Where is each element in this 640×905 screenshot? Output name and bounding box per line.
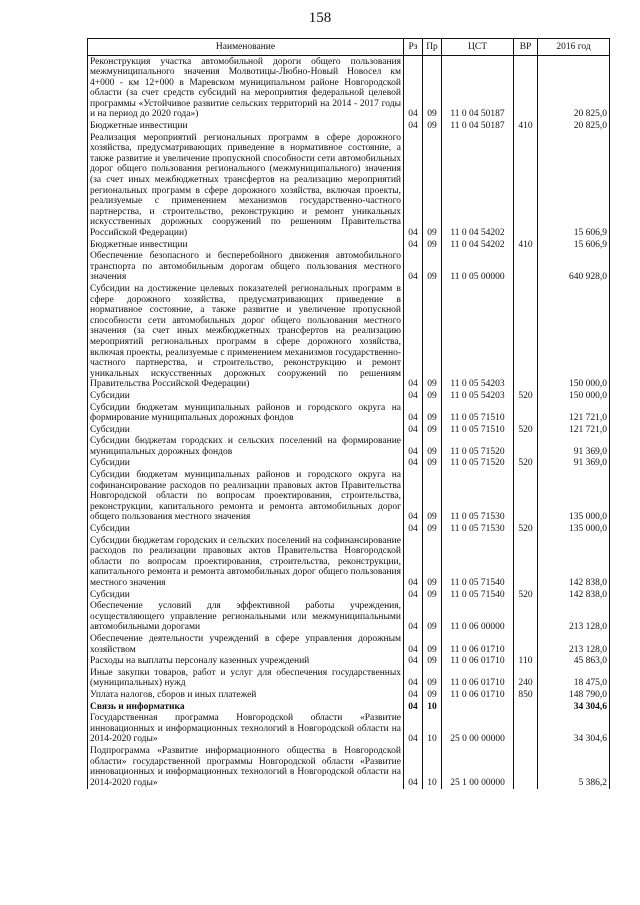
table-row — [88, 701, 610, 713]
row-rz: 04 — [404, 589, 423, 601]
row-cst: 11 0 04 50187 — [442, 56, 514, 121]
table-row — [88, 656, 610, 668]
row-vr — [514, 701, 538, 713]
row-vr — [514, 535, 538, 589]
row-amount: 142 838,0 — [538, 535, 610, 589]
row-vr — [514, 56, 538, 121]
row-name: Субсидии — [88, 524, 404, 536]
row-vr — [514, 745, 538, 788]
row-cst: 25 1 00 00000 — [442, 745, 514, 788]
row-name: Подпрограмма «Развитие информационного общества в Новгородской области» государственной программы Новгородской области «Развитие инновационных и информационных технологий в Новгородской области на 2014-2020 годы» — [88, 745, 404, 788]
row-name: Субсидии — [88, 458, 404, 470]
row-vr: 240 — [514, 667, 538, 689]
row-cst: 11 0 04 50187 — [442, 121, 514, 133]
row-cst: 11 0 05 71520 — [442, 458, 514, 470]
row-pr: 09 — [423, 458, 442, 470]
row-cst — [442, 701, 514, 713]
row-amount: 213 128,0 — [538, 601, 610, 634]
row-amount: 34 304,6 — [538, 701, 610, 713]
row-pr: 10 — [423, 745, 442, 788]
table-body — [88, 56, 610, 789]
row-rz: 04 — [404, 251, 423, 284]
table-row — [88, 283, 610, 390]
row-cst: 11 0 05 71530 — [442, 470, 514, 524]
row-amount: 18 475,0 — [538, 667, 610, 689]
row-name: Субсидии бюджетам городских и сельских поселений на формирование муниципальных дорожных фондов — [88, 436, 404, 458]
row-amount: 15 606,9 — [538, 239, 610, 251]
row-pr: 09 — [423, 589, 442, 601]
table-row — [88, 601, 610, 634]
table-row — [88, 56, 610, 121]
row-pr: 09 — [423, 470, 442, 524]
row-pr: 09 — [423, 436, 442, 458]
row-rz: 04 — [404, 656, 423, 668]
row-name: Бюджетные инвестиции — [88, 239, 404, 251]
table-row — [88, 132, 610, 239]
header-rz: Рз — [404, 39, 423, 56]
row-cst: 11 0 06 01710 — [442, 633, 514, 655]
row-name: Субсидии — [88, 390, 404, 402]
row-name: Обеспечение безопасного и бесперебойного движения автомобильного транспорта по автомобильным дорогам общего пользования местного значения — [88, 251, 404, 284]
table-row — [88, 589, 610, 601]
row-vr — [514, 402, 538, 424]
row-cst: 11 0 06 01710 — [442, 656, 514, 668]
row-amount: 121 721,0 — [538, 402, 610, 424]
row-vr — [514, 713, 538, 746]
row-pr: 09 — [423, 535, 442, 589]
row-amount: 45 863,0 — [538, 656, 610, 668]
row-amount: 15 606,9 — [538, 132, 610, 239]
row-cst: 11 0 05 71530 — [442, 524, 514, 536]
row-name: Обеспечение условий для эффективной работы учреждения, осуществляющего управление региональными или межмуниципальными автомобильными дорогами — [88, 601, 404, 634]
row-name: Субсидии бюджетам муниципальных районов и городского округа на формирование муниципальных дорожных фондов — [88, 402, 404, 424]
row-vr: 520 — [514, 524, 538, 536]
row-amount: 91 369,0 — [538, 458, 610, 470]
header-name: Наименование — [88, 39, 404, 56]
row-rz: 04 — [404, 601, 423, 634]
row-vr: 110 — [514, 656, 538, 668]
row-name: Расходы на выплаты персоналу казенных учреждений — [88, 656, 404, 668]
row-rz: 04 — [404, 390, 423, 402]
header-pr: Пр — [423, 39, 442, 56]
row-pr: 09 — [423, 390, 442, 402]
row-pr: 09 — [423, 633, 442, 655]
table-row — [88, 524, 610, 536]
row-amount: 150 000,0 — [538, 390, 610, 402]
table-row — [88, 689, 610, 701]
table-row — [88, 251, 610, 284]
header-year: 2016 год — [538, 39, 610, 56]
table-header-row — [88, 39, 610, 56]
row-cst: 11 0 06 01710 — [442, 667, 514, 689]
row-vr — [514, 132, 538, 239]
row-rz: 04 — [404, 436, 423, 458]
row-amount: 142 838,0 — [538, 589, 610, 601]
row-pr: 09 — [423, 424, 442, 436]
table-row — [88, 458, 610, 470]
row-vr — [514, 251, 538, 284]
row-name: Субсидии бюджетам муниципальных районов и городского округа на софинансирование расходов по реализации правовых актов Правительства Новгородской области по вопросам проектирования, строительства, реконструкции, капитального ремонта и ремонта автомобильных дорог общего пользования местного значения — [88, 470, 404, 524]
table-row — [88, 436, 610, 458]
row-pr: 09 — [423, 56, 442, 121]
table-row — [88, 667, 610, 689]
row-vr: 850 — [514, 689, 538, 701]
row-rz: 04 — [404, 470, 423, 524]
row-rz: 04 — [404, 56, 423, 121]
row-pr: 09 — [423, 402, 442, 424]
row-amount: 121 721,0 — [538, 424, 610, 436]
row-vr: 410 — [514, 239, 538, 251]
row-amount: 213 128,0 — [538, 633, 610, 655]
row-cst: 11 0 05 71540 — [442, 589, 514, 601]
row-vr — [514, 601, 538, 634]
row-rz: 04 — [404, 121, 423, 133]
row-pr: 09 — [423, 656, 442, 668]
row-pr: 09 — [423, 121, 442, 133]
row-vr: 410 — [514, 121, 538, 133]
row-pr: 10 — [423, 701, 442, 713]
row-vr: 520 — [514, 589, 538, 601]
table-row — [88, 239, 610, 251]
page-number: 158 — [308, 10, 332, 26]
row-pr: 09 — [423, 132, 442, 239]
header-vr: ВР — [514, 39, 538, 56]
row-pr: 09 — [423, 239, 442, 251]
row-amount: 135 000,0 — [538, 470, 610, 524]
row-rz: 04 — [404, 283, 423, 390]
table-row — [88, 535, 610, 589]
table-row — [88, 713, 610, 746]
table-row — [88, 745, 610, 788]
row-vr — [514, 470, 538, 524]
row-name: Реконструкция участка автомобильной дороги общего пользования межмуниципального значения Молвотицы-Любно-Новый Новосел км 4+000 - км 12+000 в Маревском муниципальном районе Новгородской области (за счет средств субсидий на мероприятия федеральной целевой программы «Устойчивое развитие сельских территорий на 2014 - 2017 годы и на период до 2020 года») — [88, 56, 404, 121]
row-name: Уплата налогов, сборов и иных платежей — [88, 689, 404, 701]
row-rz: 04 — [404, 713, 423, 746]
row-rz: 04 — [404, 402, 423, 424]
row-name: Иные закупки товаров, работ и услуг для обеспечения государственных (муниципальных) нужд — [88, 667, 404, 689]
row-cst: 11 0 05 54203 — [442, 283, 514, 390]
row-cst: 11 0 04 54202 — [442, 239, 514, 251]
row-pr: 09 — [423, 251, 442, 284]
row-cst: 11 0 04 54202 — [442, 132, 514, 239]
row-vr — [514, 436, 538, 458]
row-amount: 135 000,0 — [538, 524, 610, 536]
row-cst: 11 0 05 71520 — [442, 436, 514, 458]
row-name: Субсидии на достижение целевых показателей региональных программ в сфере дорожного хозяйства, предусматривающих приведение в нормативное состояние, а также развитие и увеличение пропускной способности сети автомобильных дорог общего пользования местного значения (за счет иных межбюджетных трансфертов на реализацию мероприятий региональных программ в сфере дорожного хозяйства, включая проекты, реализуемые с применением механизмов государственно-частного партнерства, и строительство, реконструкцию и ремонт уникальных искусственных дорожных сооружений по решениям Правительства Российской Федерации) — [88, 283, 404, 390]
row-vr: 520 — [514, 390, 538, 402]
row-cst: 11 0 05 71510 — [442, 424, 514, 436]
row-name: Реализация мероприятий региональных программ в сфере дорожного хозяйства, предусматривающих приведение в нормативное состояние, а также развитие и увеличение пропускной способности сети автомобильных дорог общего пользования регионального (межмуниципального) значения (за счет иных межбюджетных трансфертов на реализацию мероприятий региональных программ в сфере дорожного хозяйства, включая проекты, реализуемые с применением механизмов государственно-частного партнерства, и строительство, реконструкцию и ремонт уникальных искусственных дорожных сооружений по решениям Правительства Российской Федерации) — [88, 132, 404, 239]
row-name: Государственная программа Новгородской области «Развитие инновационных и информационных технологий в Новгородской области на 2014-2020 годы» — [88, 713, 404, 746]
row-pr: 09 — [423, 283, 442, 390]
row-rz: 04 — [404, 239, 423, 251]
row-amount: 91 369,0 — [538, 436, 610, 458]
row-cst: 25 0 00 00000 — [442, 713, 514, 746]
row-rz: 04 — [404, 633, 423, 655]
row-name: Субсидии бюджетам городских и сельских поселений на софинансирование расходов по реализации правовых актов Правительства Новгородской области по вопросам проектирования, строительства, реконструкции, капитального ремонта и ремонта автомобильных дорог общего пользования местного значения — [88, 535, 404, 589]
table-row — [88, 402, 610, 424]
row-name: Бюджетные инвестиции — [88, 121, 404, 133]
row-vr: 520 — [514, 424, 538, 436]
table-row — [88, 633, 610, 655]
row-cst: 11 0 05 71510 — [442, 402, 514, 424]
row-amount: 148 790,0 — [538, 689, 610, 701]
row-rz: 04 — [404, 689, 423, 701]
row-vr — [514, 283, 538, 390]
table-row — [88, 121, 610, 133]
row-pr: 09 — [423, 667, 442, 689]
row-cst: 11 0 06 01710 — [442, 689, 514, 701]
row-amount: 640 928,0 — [538, 251, 610, 284]
row-vr — [514, 633, 538, 655]
row-amount: 34 304,6 — [538, 713, 610, 746]
row-cst: 11 0 06 00000 — [442, 601, 514, 634]
table-row — [88, 390, 610, 402]
row-cst: 11 0 05 00000 — [442, 251, 514, 284]
row-rz: 04 — [404, 458, 423, 470]
row-vr: 520 — [514, 458, 538, 470]
row-rz: 04 — [404, 701, 423, 713]
row-amount: 20 825,0 — [538, 121, 610, 133]
row-name: Субсидии — [88, 424, 404, 436]
row-cst: 11 0 05 71540 — [442, 535, 514, 589]
row-amount: 5 386,2 — [538, 745, 610, 788]
row-rz: 04 — [404, 424, 423, 436]
row-rz: 04 — [404, 132, 423, 239]
budget-table — [87, 38, 610, 789]
row-cst: 11 0 05 54203 — [442, 390, 514, 402]
table-row — [88, 424, 610, 436]
table-row — [88, 470, 610, 524]
row-rz: 04 — [404, 524, 423, 536]
row-pr: 09 — [423, 689, 442, 701]
row-name: Обеспечение деятельности учреждений в сфере управления дорожным хозяйством — [88, 633, 404, 655]
row-rz: 04 — [404, 745, 423, 788]
row-amount: 20 825,0 — [538, 56, 610, 121]
row-pr: 10 — [423, 713, 442, 746]
row-name: Субсидии — [88, 589, 404, 601]
row-name: Связь и информатика — [88, 701, 404, 713]
row-pr: 09 — [423, 524, 442, 536]
row-rz: 04 — [404, 535, 423, 589]
header-cst: ЦСТ — [442, 39, 514, 56]
row-rz: 04 — [404, 667, 423, 689]
row-amount: 150 000,0 — [538, 283, 610, 390]
row-pr: 09 — [423, 601, 442, 634]
